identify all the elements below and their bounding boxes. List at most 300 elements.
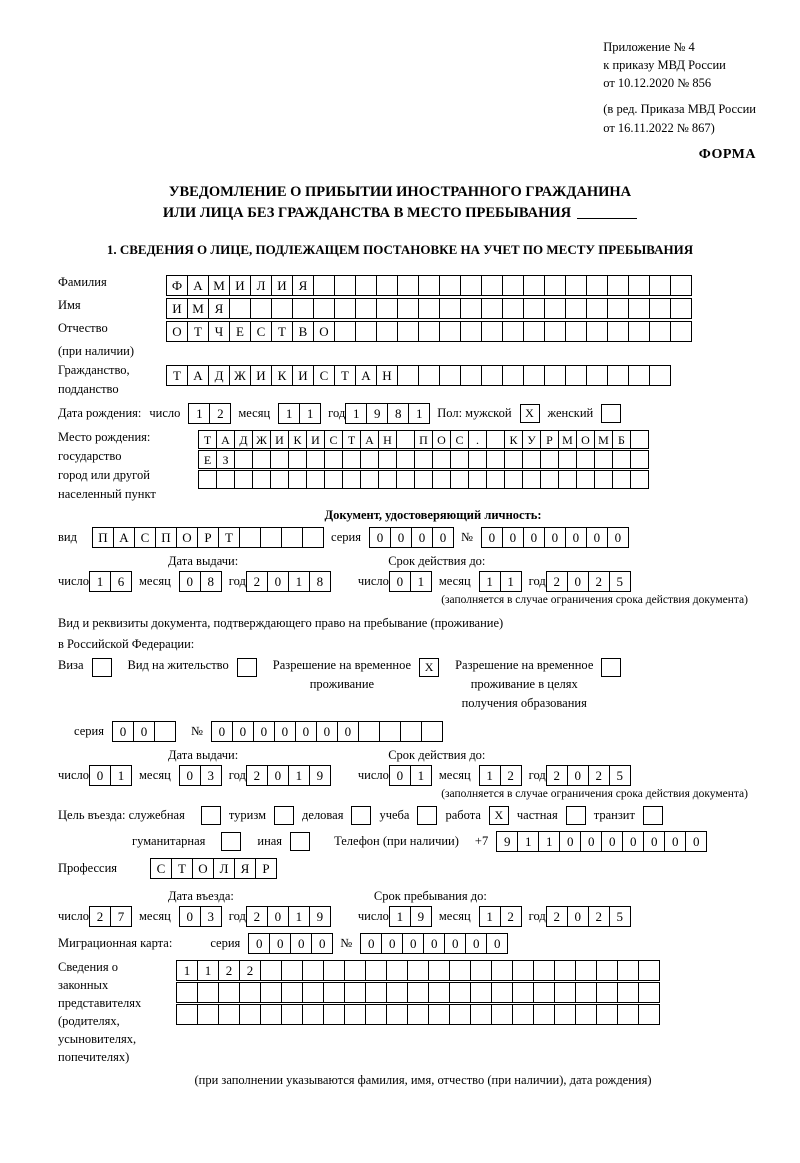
char-cell[interactable] (302, 527, 324, 548)
char-cell[interactable] (355, 275, 377, 296)
char-cell[interactable]: 0 (523, 527, 545, 548)
char-cell[interactable]: О (313, 321, 335, 342)
char-cell[interactable] (630, 450, 649, 469)
char-cell[interactable]: О (166, 321, 188, 342)
char-cell[interactable]: С (250, 321, 272, 342)
char-cell[interactable] (379, 721, 401, 742)
char-cell[interactable] (586, 365, 608, 386)
char-cell[interactable] (386, 1004, 408, 1025)
char-cell[interactable]: 9 (366, 403, 388, 424)
char-cell[interactable]: 5 (609, 571, 631, 592)
char-cell[interactable]: 0 (389, 571, 411, 592)
name-cells[interactable] (166, 298, 691, 319)
char-cell[interactable]: 0 (267, 571, 289, 592)
char-cell[interactable]: 0 (133, 721, 155, 742)
permit-valid-year-cells[interactable] (546, 765, 630, 786)
char-cell[interactable]: Д (208, 365, 230, 386)
checkbox-purpose-humanitarian[interactable] (221, 832, 241, 851)
char-cell[interactable] (281, 982, 303, 1003)
char-cell[interactable] (612, 470, 631, 489)
char-cell[interactable]: 0 (290, 933, 312, 954)
char-cell[interactable] (252, 450, 271, 469)
checkbox-edu-residence[interactable] (601, 658, 621, 677)
char-cell[interactable] (468, 470, 487, 489)
char-cell[interactable]: 1 (408, 403, 430, 424)
char-cell[interactable]: А (355, 365, 377, 386)
char-cell[interactable]: У (522, 430, 541, 449)
char-cell[interactable] (355, 298, 377, 319)
migration-number-cells[interactable] (360, 933, 507, 954)
char-cell[interactable] (607, 365, 629, 386)
char-cell[interactable] (378, 470, 397, 489)
char-cell[interactable] (421, 721, 443, 742)
char-cell[interactable]: 0 (402, 933, 424, 954)
char-cell[interactable] (486, 430, 505, 449)
char-cell[interactable]: С (134, 527, 156, 548)
char-cell[interactable] (628, 321, 650, 342)
char-cell[interactable]: 0 (481, 527, 503, 548)
checkbox-visa[interactable] (92, 658, 112, 677)
char-cell[interactable]: 1 (197, 960, 219, 981)
char-cell[interactable]: 3 (200, 906, 222, 927)
char-cell[interactable]: П (155, 527, 177, 548)
char-cell[interactable] (439, 321, 461, 342)
char-cell[interactable] (523, 298, 545, 319)
char-cell[interactable]: 0 (580, 831, 602, 852)
char-cell[interactable]: А (113, 527, 135, 548)
char-cell[interactable] (439, 275, 461, 296)
char-cell[interactable] (594, 470, 613, 489)
char-cell[interactable] (302, 960, 324, 981)
char-cell[interactable]: Т (342, 430, 361, 449)
char-cell[interactable] (252, 470, 271, 489)
char-cell[interactable]: Я (208, 298, 230, 319)
char-cell[interactable]: 0 (607, 527, 629, 548)
char-cell[interactable]: Т (271, 321, 293, 342)
char-cell[interactable] (378, 450, 397, 469)
char-cell[interactable] (638, 1004, 660, 1025)
char-cell[interactable] (575, 1004, 597, 1025)
char-cell[interactable] (670, 298, 692, 319)
doc-issue-year-cells[interactable] (246, 571, 330, 592)
char-cell[interactable] (533, 982, 555, 1003)
char-cell[interactable]: 0 (369, 527, 391, 548)
char-cell[interactable]: С (150, 858, 172, 879)
char-cell[interactable] (260, 1004, 282, 1025)
char-cell[interactable] (324, 450, 343, 469)
char-cell[interactable] (486, 470, 505, 489)
char-cell[interactable] (197, 982, 219, 1003)
char-cell[interactable] (558, 470, 577, 489)
char-cell[interactable] (565, 275, 587, 296)
char-cell[interactable] (630, 430, 649, 449)
char-cell[interactable] (565, 321, 587, 342)
char-cell[interactable] (418, 275, 440, 296)
char-cell[interactable]: П (92, 527, 114, 548)
char-cell[interactable]: З (216, 450, 235, 469)
permit-number-cells[interactable] (211, 721, 442, 742)
char-cell[interactable] (397, 298, 419, 319)
char-cell[interactable]: 1 (299, 403, 321, 424)
char-cell[interactable]: 2 (500, 765, 522, 786)
char-cell[interactable]: 0 (685, 831, 707, 852)
char-cell[interactable] (396, 430, 415, 449)
char-cell[interactable]: 2 (246, 906, 268, 927)
char-cell[interactable]: 1 (538, 831, 560, 852)
char-cell[interactable] (470, 960, 492, 981)
char-cell[interactable] (544, 365, 566, 386)
char-cell[interactable] (358, 721, 380, 742)
char-cell[interactable]: Я (292, 275, 314, 296)
entry-year-cells[interactable] (246, 906, 330, 927)
char-cell[interactable]: 0 (179, 765, 201, 786)
char-cell[interactable] (491, 960, 513, 981)
char-cell[interactable] (630, 470, 649, 489)
char-cell[interactable]: 0 (295, 721, 317, 742)
char-cell[interactable] (481, 365, 503, 386)
char-cell[interactable]: Н (378, 430, 397, 449)
char-cell[interactable]: Ж (252, 430, 271, 449)
char-cell[interactable]: Т (171, 858, 193, 879)
char-cell[interactable] (576, 470, 595, 489)
char-cell[interactable]: 0 (267, 906, 289, 927)
char-cell[interactable] (502, 321, 524, 342)
char-cell[interactable] (376, 321, 398, 342)
char-cell[interactable]: И (292, 365, 314, 386)
char-cell[interactable] (491, 982, 513, 1003)
char-cell[interactable] (481, 275, 503, 296)
permit-issue-month-cells[interactable] (179, 765, 221, 786)
char-cell[interactable]: 0 (565, 527, 587, 548)
char-cell[interactable] (540, 450, 559, 469)
char-cell[interactable] (523, 275, 545, 296)
char-cell[interactable]: К (271, 365, 293, 386)
char-cell[interactable] (271, 298, 293, 319)
char-cell[interactable] (418, 298, 440, 319)
char-cell[interactable] (360, 450, 379, 469)
char-cell[interactable]: 0 (274, 721, 296, 742)
checkbox-residence[interactable] (237, 658, 257, 677)
char-cell[interactable] (218, 1004, 240, 1025)
char-cell[interactable] (239, 982, 261, 1003)
char-cell[interactable] (239, 527, 261, 548)
char-cell[interactable] (229, 298, 251, 319)
stay-year-cells[interactable] (546, 906, 630, 927)
char-cell[interactable]: 7 (110, 906, 132, 927)
char-cell[interactable] (407, 1004, 429, 1025)
surname-cells[interactable] (166, 275, 691, 296)
char-cell[interactable]: Т (166, 365, 188, 386)
char-cell[interactable] (432, 450, 451, 469)
char-cell[interactable] (533, 960, 555, 981)
char-cell[interactable]: Ж (229, 365, 251, 386)
char-cell[interactable] (617, 982, 639, 1003)
char-cell[interactable]: 0 (112, 721, 134, 742)
char-cell[interactable] (428, 1004, 450, 1025)
char-cell[interactable] (504, 450, 523, 469)
char-cell[interactable]: 1 (176, 960, 198, 981)
legal-reps-line-2[interactable] (176, 982, 659, 1003)
char-cell[interactable]: Е (198, 450, 217, 469)
permit-valid-day-cells[interactable] (389, 765, 431, 786)
char-cell[interactable]: 0 (360, 933, 382, 954)
doc-series-cells[interactable] (369, 527, 453, 548)
char-cell[interactable] (428, 982, 450, 1003)
char-cell[interactable]: 5 (609, 906, 631, 927)
char-cell[interactable]: 1 (110, 765, 132, 786)
char-cell[interactable]: 0 (567, 765, 589, 786)
char-cell[interactable]: 1 (500, 571, 522, 592)
char-cell[interactable] (288, 450, 307, 469)
char-cell[interactable] (638, 982, 660, 1003)
birth-place-line-1[interactable] (198, 430, 648, 449)
char-cell[interactable]: 2 (209, 403, 231, 424)
char-cell[interactable] (586, 321, 608, 342)
char-cell[interactable]: К (288, 430, 307, 449)
char-cell[interactable]: 9 (496, 831, 518, 852)
char-cell[interactable] (617, 1004, 639, 1025)
char-cell[interactable]: 6 (110, 571, 132, 592)
migration-series-cells[interactable] (248, 933, 332, 954)
char-cell[interactable] (281, 960, 303, 981)
legal-reps-line-1[interactable] (176, 960, 659, 981)
char-cell[interactable] (649, 365, 671, 386)
entry-day-cells[interactable] (89, 906, 131, 927)
char-cell[interactable] (512, 960, 534, 981)
char-cell[interactable]: . (468, 430, 487, 449)
char-cell[interactable]: Л (213, 858, 235, 879)
char-cell[interactable]: 0 (211, 721, 233, 742)
char-cell[interactable]: А (187, 275, 209, 296)
char-cell[interactable] (617, 960, 639, 981)
char-cell[interactable] (376, 298, 398, 319)
permit-valid-month-cells[interactable] (479, 765, 521, 786)
char-cell[interactable]: 2 (500, 906, 522, 927)
char-cell[interactable]: 0 (465, 933, 487, 954)
char-cell[interactable] (481, 321, 503, 342)
char-cell[interactable] (523, 365, 545, 386)
char-cell[interactable] (313, 298, 335, 319)
char-cell[interactable]: 1 (410, 765, 432, 786)
doc-issue-month-cells[interactable] (179, 571, 221, 592)
char-cell[interactable] (342, 470, 361, 489)
char-cell[interactable] (544, 275, 566, 296)
char-cell[interactable]: М (558, 430, 577, 449)
birth-place-line-3[interactable] (198, 470, 648, 489)
char-cell[interactable] (418, 321, 440, 342)
char-cell[interactable] (334, 298, 356, 319)
char-cell[interactable] (288, 470, 307, 489)
char-cell[interactable]: 1 (288, 765, 310, 786)
char-cell[interactable]: 1 (389, 906, 411, 927)
char-cell[interactable]: 1 (345, 403, 367, 424)
char-cell[interactable] (234, 470, 253, 489)
char-cell[interactable] (407, 960, 429, 981)
stay-month-cells[interactable] (479, 906, 521, 927)
permit-series-cells[interactable] (112, 721, 175, 742)
birth-day-cells[interactable] (188, 403, 230, 424)
char-cell[interactable] (504, 470, 523, 489)
char-cell[interactable]: 1 (479, 571, 501, 592)
char-cell[interactable] (502, 298, 524, 319)
char-cell[interactable] (281, 1004, 303, 1025)
char-cell[interactable] (502, 365, 524, 386)
char-cell[interactable]: Т (334, 365, 356, 386)
char-cell[interactable] (396, 450, 415, 469)
char-cell[interactable]: Б (612, 430, 631, 449)
char-cell[interactable] (418, 365, 440, 386)
checkbox-purpose-other[interactable] (290, 832, 310, 851)
char-cell[interactable] (281, 527, 303, 548)
char-cell[interactable]: Л (250, 275, 272, 296)
char-cell[interactable] (607, 298, 629, 319)
char-cell[interactable]: Т (198, 430, 217, 449)
char-cell[interactable] (365, 982, 387, 1003)
char-cell[interactable]: 0 (586, 527, 608, 548)
char-cell[interactable] (355, 321, 377, 342)
char-cell[interactable] (306, 450, 325, 469)
char-cell[interactable]: 0 (389, 765, 411, 786)
char-cell[interactable]: 0 (381, 933, 403, 954)
char-cell[interactable]: 0 (316, 721, 338, 742)
profession-cells[interactable] (150, 858, 276, 879)
char-cell[interactable] (670, 321, 692, 342)
char-cell[interactable]: М (208, 275, 230, 296)
char-cell[interactable]: 2 (246, 765, 268, 786)
legal-reps-line-3[interactable] (176, 1004, 659, 1025)
char-cell[interactable] (575, 960, 597, 981)
char-cell[interactable] (302, 982, 324, 1003)
char-cell[interactable] (449, 960, 471, 981)
char-cell[interactable]: 0 (179, 906, 201, 927)
char-cell[interactable]: Д (234, 430, 253, 449)
char-cell[interactable]: 2 (546, 765, 568, 786)
char-cell[interactable] (334, 275, 356, 296)
char-cell[interactable] (306, 470, 325, 489)
char-cell[interactable] (360, 470, 379, 489)
char-cell[interactable]: 1 (288, 571, 310, 592)
char-cell[interactable]: Т (187, 321, 209, 342)
char-cell[interactable] (540, 470, 559, 489)
char-cell[interactable] (607, 321, 629, 342)
char-cell[interactable] (460, 365, 482, 386)
char-cell[interactable]: 1 (517, 831, 539, 852)
char-cell[interactable]: М (187, 298, 209, 319)
char-cell[interactable]: 2 (89, 906, 111, 927)
char-cell[interactable]: 2 (239, 960, 261, 981)
char-cell[interactable]: 1 (288, 906, 310, 927)
char-cell[interactable] (397, 275, 419, 296)
char-cell[interactable]: 0 (559, 831, 581, 852)
char-cell[interactable]: 0 (486, 933, 508, 954)
char-cell[interactable]: Н (376, 365, 398, 386)
doc-kind-cells[interactable] (92, 527, 323, 548)
char-cell[interactable]: И (229, 275, 251, 296)
char-cell[interactable]: О (192, 858, 214, 879)
char-cell[interactable] (470, 1004, 492, 1025)
char-cell[interactable]: 0 (232, 721, 254, 742)
char-cell[interactable] (198, 470, 217, 489)
char-cell[interactable]: 0 (622, 831, 644, 852)
char-cell[interactable]: 2 (218, 960, 240, 981)
char-cell[interactable] (628, 298, 650, 319)
char-cell[interactable] (670, 275, 692, 296)
char-cell[interactable]: Т (218, 527, 240, 548)
char-cell[interactable]: 1 (479, 765, 501, 786)
char-cell[interactable]: 0 (311, 933, 333, 954)
char-cell[interactable]: А (216, 430, 235, 449)
char-cell[interactable] (596, 960, 618, 981)
char-cell[interactable]: 2 (246, 571, 268, 592)
char-cell[interactable] (544, 298, 566, 319)
char-cell[interactable] (612, 450, 631, 469)
char-cell[interactable] (558, 450, 577, 469)
char-cell[interactable] (575, 982, 597, 1003)
char-cell[interactable]: Е (229, 321, 251, 342)
char-cell[interactable] (449, 1004, 471, 1025)
char-cell[interactable] (565, 298, 587, 319)
char-cell[interactable] (481, 298, 503, 319)
checkbox-purpose-business[interactable] (351, 806, 371, 825)
char-cell[interactable] (334, 321, 356, 342)
char-cell[interactable] (344, 1004, 366, 1025)
permit-issue-year-cells[interactable] (246, 765, 330, 786)
char-cell[interactable]: 0 (89, 765, 111, 786)
char-cell[interactable]: 1 (410, 571, 432, 592)
char-cell[interactable] (450, 450, 469, 469)
char-cell[interactable] (533, 1004, 555, 1025)
char-cell[interactable] (439, 365, 461, 386)
char-cell[interactable] (586, 298, 608, 319)
stay-day-cells[interactable] (389, 906, 431, 927)
char-cell[interactable] (449, 982, 471, 1003)
char-cell[interactable] (414, 450, 433, 469)
char-cell[interactable] (544, 321, 566, 342)
checkbox-temp-residence[interactable]: Х (419, 658, 439, 677)
char-cell[interactable] (216, 470, 235, 489)
citizenship-cells[interactable] (166, 365, 670, 386)
char-cell[interactable]: 0 (337, 721, 359, 742)
checkbox-female[interactable] (601, 404, 621, 423)
char-cell[interactable]: О (176, 527, 198, 548)
char-cell[interactable]: 0 (601, 831, 623, 852)
char-cell[interactable]: Р (255, 858, 277, 879)
char-cell[interactable]: 0 (444, 933, 466, 954)
checkbox-purpose-work[interactable]: Х (489, 806, 509, 825)
doc-valid-year-cells[interactable] (546, 571, 630, 592)
char-cell[interactable] (491, 1004, 513, 1025)
char-cell[interactable]: 2 (546, 906, 568, 927)
char-cell[interactable]: П (414, 430, 433, 449)
char-cell[interactable] (397, 321, 419, 342)
char-cell[interactable] (239, 1004, 261, 1025)
char-cell[interactable] (428, 960, 450, 981)
char-cell[interactable]: 2 (588, 571, 610, 592)
char-cell[interactable]: 1 (89, 571, 111, 592)
char-cell[interactable] (649, 275, 671, 296)
char-cell[interactable] (250, 298, 272, 319)
birth-year-cells[interactable] (345, 403, 429, 424)
char-cell[interactable] (470, 982, 492, 1003)
char-cell[interactable]: Р (540, 430, 559, 449)
char-cell[interactable]: 0 (269, 933, 291, 954)
char-cell[interactable] (460, 298, 482, 319)
char-cell[interactable]: 5 (609, 765, 631, 786)
char-cell[interactable]: В (292, 321, 314, 342)
char-cell[interactable] (270, 470, 289, 489)
char-cell[interactable] (386, 982, 408, 1003)
char-cell[interactable] (468, 450, 487, 469)
